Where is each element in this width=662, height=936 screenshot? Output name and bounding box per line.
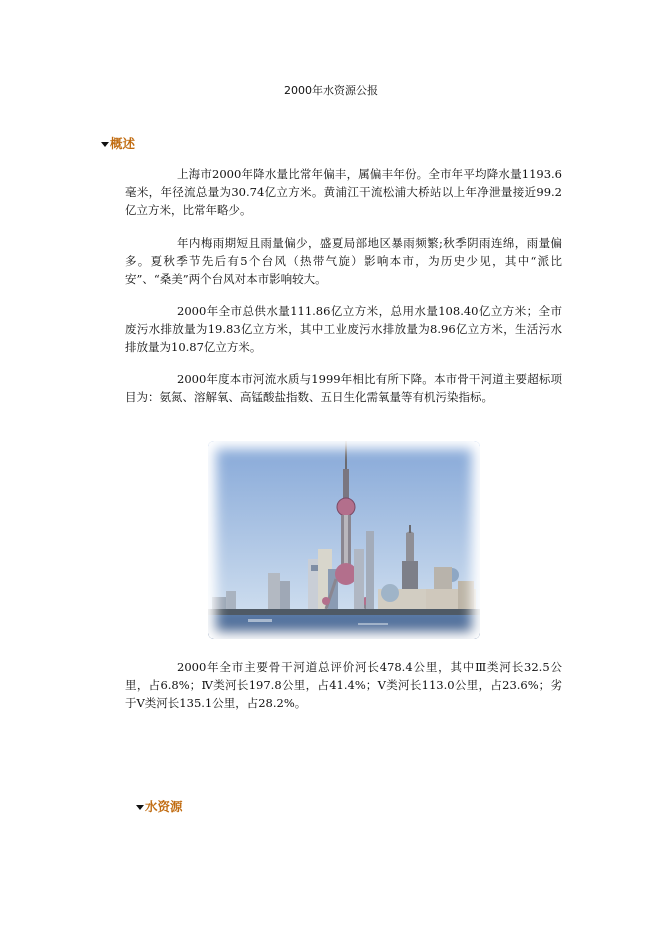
collapse-triangle-icon[interactable] <box>101 142 109 147</box>
paragraph: 2000年全市主要骨干河道总评价河长478.4公里，其中Ⅲ类河长32.5公里，占6.8%；Ⅳ类河长197.8公里，占41.4%；Ⅴ类河长113.0公里，占23.6%；劣于Ⅴ类河长135.1公里，占28.2%。 <box>125 660 562 710</box>
section-heading-label: 概述 <box>110 136 136 151</box>
paragraph: 2000年全市总供水量111.86亿立方米，总用水量108.40亿立方米；全市废污水排放量为19.83亿立方米，其中工业废污水排放量为8.96亿立方米，生活污水排放量为10.87亿立方米。 <box>125 304 562 354</box>
section-heading-overview[interactable] <box>101 134 135 152</box>
section-heading-label: 水资源 <box>145 799 183 814</box>
section-heading-water-resources[interactable] <box>136 797 183 815</box>
paragraph: 上海市2000年降水量比常年偏丰，属偏丰年份。全市年平均降水量1193.6毫米，年径流总量为30.74亿立方米。黄浦江干流松浦大桥站以上年净泄量接近99.2亿立方米，比常年略少。 <box>125 167 562 217</box>
page-title: 2000年水资源公报 <box>284 84 378 97</box>
paragraph: 年内梅雨期短且雨量偏少，盛夏局部地区暴雨频繁;秋季阴雨连绵，雨量偏多。夏秋季节先后有5个台风（热带气旋）影响本市，为历史少见，其中“派比安”、“桑美”两个台风对本市影响较大。 <box>125 236 562 286</box>
paragraph: 2000年度本市河流水质与1999年相比有所下降。本市骨干河道主要超标项目为：氨氮、溶解氧、高锰酸盐指数、五日生化需氧量等有机污染指标。 <box>125 372 562 404</box>
skyline-photo <box>208 441 480 639</box>
collapse-triangle-icon[interactable] <box>136 805 144 810</box>
